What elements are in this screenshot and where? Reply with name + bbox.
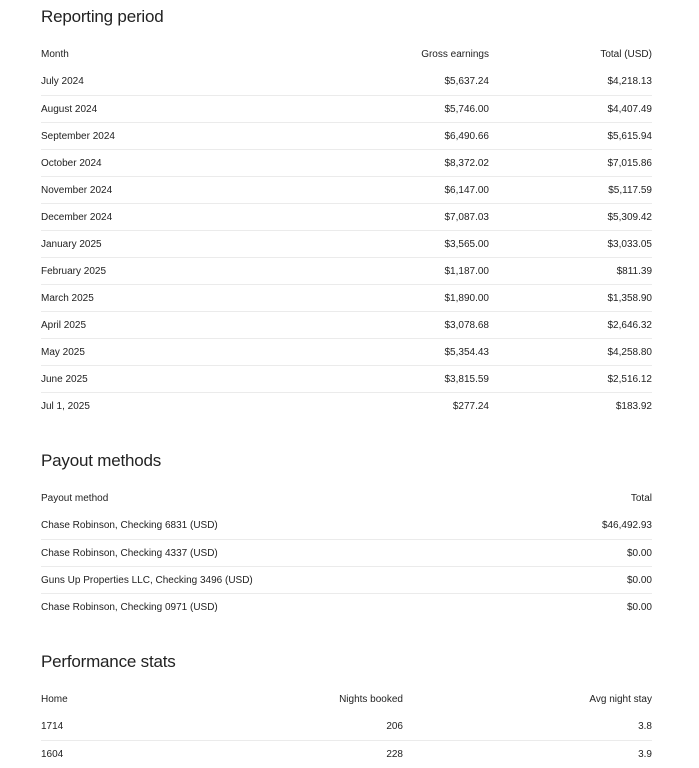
gross-earnings-cell: $5,637.24 (444, 76, 489, 87)
payout-total-cell: $0.00 (626, 601, 652, 613)
gross-earnings-cell: $1,890.00 (444, 292, 489, 304)
total-cell: $183.92 (615, 400, 652, 412)
table-row (41, 512, 652, 539)
table-row (41, 203, 652, 230)
table-row (41, 740, 652, 767)
month-cell: July 2024 (41, 76, 84, 87)
table-row (41, 257, 652, 284)
month-cell: October 2024 (41, 157, 102, 169)
payout-method-cell: Chase Robinson, Checking 6831 (USD) (41, 520, 218, 531)
payout-method-cell: Chase Robinson, Checking 0971 (USD) (41, 601, 218, 613)
home-cell: 1604 (41, 748, 64, 760)
month-cell: November 2024 (41, 184, 113, 196)
payout-total-cell: $46,492.93 (601, 520, 652, 531)
table-row (41, 95, 652, 122)
month-cell: June 2025 (41, 373, 88, 385)
total-cell: $7,015.86 (607, 157, 652, 169)
gross-earnings-cell: $3,078.68 (444, 319, 489, 331)
gross-earnings-cell: $6,490.66 (444, 130, 489, 142)
table-row (41, 122, 652, 149)
gross-earnings-cell: $3,565.00 (444, 238, 489, 250)
gross-earnings-cell: $5,354.43 (444, 346, 489, 358)
reporting-period-table (41, 41, 652, 419)
avg-night-stay-cell: 3.8 (638, 721, 652, 732)
total-cell: $5,117.59 (608, 184, 652, 196)
reporting-period-section (41, 6, 652, 419)
table-row (41, 539, 652, 566)
home-cell: 1714 (41, 721, 64, 732)
total-column-header: Total (630, 493, 652, 504)
payout-method-column-header: Payout method (41, 493, 109, 504)
performance-stats-title: Performance stats (41, 652, 176, 671)
table-row (41, 176, 652, 203)
gross-earnings-cell: $8,372.02 (444, 157, 489, 169)
month-cell: Jul 1, 2025 (41, 400, 90, 412)
table-row (41, 593, 652, 620)
gross-earnings-column-header: Gross earnings (421, 49, 489, 60)
month-cell: May 2025 (41, 346, 85, 358)
payout-methods-table (41, 485, 652, 620)
month-cell: September 2024 (41, 130, 115, 142)
total-cell: $5,309.42 (607, 211, 652, 223)
total-cell: $1,358.90 (607, 292, 652, 304)
table-row (41, 365, 652, 392)
performance-stats-table (41, 686, 652, 767)
month-column-header: Month (41, 49, 69, 60)
payout-total-cell: $0.00 (626, 547, 652, 559)
total-cell: $5,615.94 (607, 130, 652, 142)
nights-booked-cell: 206 (386, 721, 403, 732)
table-row (41, 338, 652, 365)
total-cell: $2,516.12 (607, 373, 652, 385)
payout-methods-title: Payout methods (41, 451, 162, 470)
total-cell: $2,646.32 (607, 319, 652, 331)
gross-earnings-cell: $3,815.59 (444, 373, 489, 385)
total-cell: $4,218.13 (607, 76, 652, 87)
table-row (41, 149, 652, 176)
table-header-row (41, 686, 652, 713)
payout-method-cell: Guns Up Properties LLC, Checking 3496 (USD) (41, 574, 253, 586)
table-header-row (41, 41, 652, 68)
gross-earnings-cell: $7,087.03 (444, 211, 489, 223)
home-column-header: Home (41, 694, 68, 705)
month-cell: March 2025 (41, 292, 94, 304)
gross-earnings-cell: $1,187.00 (444, 265, 489, 277)
table-row (41, 566, 652, 593)
month-cell: January 2025 (41, 238, 102, 250)
gross-earnings-cell: $6,147.00 (444, 184, 489, 196)
month-cell: April 2025 (41, 319, 87, 331)
nights-booked-column-header: Nights booked (339, 694, 403, 705)
month-cell: February 2025 (41, 265, 107, 277)
reporting-period-title: Reporting period (41, 7, 164, 26)
table-row (41, 392, 652, 419)
table-row (41, 230, 652, 257)
month-cell: December 2024 (41, 211, 113, 223)
table-row (41, 284, 652, 311)
performance-stats-section (41, 651, 652, 767)
avg-night-stay-cell: 3.9 (638, 748, 652, 760)
payout-total-cell: $0.00 (626, 574, 652, 586)
total-cell: $811.39 (616, 265, 652, 277)
avg-night-stay-column-header: Avg night stay (589, 694, 652, 705)
table-row (41, 713, 652, 740)
table-header-row (41, 485, 652, 512)
table-row (41, 68, 652, 95)
total-usd-column-header: Total (USD) (600, 49, 652, 60)
table-row (41, 311, 652, 338)
gross-earnings-cell: $277.24 (452, 400, 489, 412)
total-cell: $3,033.05 (607, 238, 652, 250)
gross-earnings-cell: $5,746.00 (444, 103, 489, 115)
nights-booked-cell: 228 (386, 748, 403, 760)
month-cell: August 2024 (41, 103, 98, 115)
total-cell: $4,258.80 (607, 346, 652, 358)
payout-method-cell: Chase Robinson, Checking 4337 (USD) (41, 547, 218, 559)
total-cell: $4,407.49 (607, 103, 652, 115)
payout-methods-section (41, 450, 652, 620)
